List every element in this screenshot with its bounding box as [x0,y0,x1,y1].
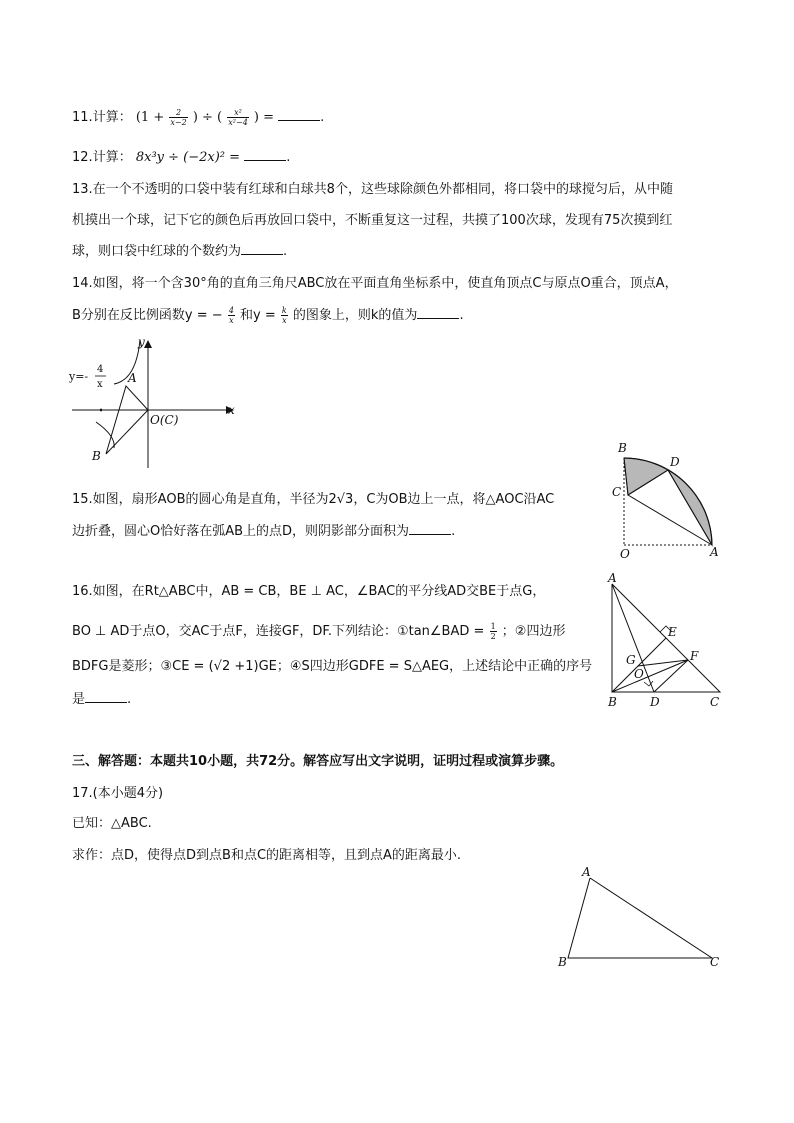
q12-answer-blank[interactable] [244,148,286,161]
q14-answer-blank[interactable] [417,306,459,319]
q15-line-2: 边折叠，圆心O恰好落在弧AB上的点D，则阴影部分面积为 [72,524,410,539]
q14-fraction-1: $\frac{4}{x}$ [228,306,234,325]
label-e: E [668,625,677,639]
q16-line-1: 16.如图，在Rt△ABC中，AB = CB，BE ⊥ AC，∠BAC的平分线AD交BE于点G， [72,584,546,599]
label-d: D [670,455,680,469]
q17-title: 17.(本小题4分) [72,786,164,801]
label-c: C [710,695,720,709]
y-axis-arrow [144,340,152,348]
label-d: D [650,695,660,709]
func-prefix: y=- [69,370,89,383]
triangle-abc [106,386,148,454]
func-numerator: 4 [97,364,104,375]
question-16-line-2 [72,620,565,641]
q16-answer-blank[interactable] [85,690,127,703]
label-b: B [618,441,627,455]
q14-fraction-2: $\frac{k}{x}$ [281,306,287,325]
question-14-line-2: B分别在反比例函数y = − $\frac{4}{x}$ 和y = $\frac{k}{x}$ 的图象上，则k的值为 . [72,306,464,325]
q11-answer-blank[interactable] [278,108,320,121]
label-o: O [620,547,630,560]
q14-figure [66,336,246,470]
segment-df [654,660,688,692]
q12-number: 12. [72,150,93,165]
label-b: B [558,955,567,969]
q13-line-1: 13.在一个不透明的口袋中装有红球和白球共8个，这些球除颜色外都相同，将口袋中的球搅匀后，从中随 [72,182,673,197]
q17-known: 已知：△ABC. [72,816,152,831]
q13-answer-blank[interactable] [241,242,283,255]
triangle-abc [568,878,712,958]
label-y: y [138,336,145,349]
label-a: A [710,545,719,559]
q17-figure [554,864,726,972]
q11-fraction-1: $\frac{2}{x-2}$ [170,108,187,127]
q12-expression: 8x³y ÷ (−2x)² = [135,150,241,165]
label-a: A [582,865,591,879]
q11-fraction-2: $\frac{\text{x²}}{\text{x²−4}}$ [228,108,248,127]
label-f: F [690,649,699,663]
segment-ad [612,584,654,692]
segment-da [668,470,712,545]
q11-mid: ) ÷ ( [192,110,223,125]
q17-ask: 求作：点D，使得点D到点B和点C的距离相等，且到点A的距离最小. [72,848,462,863]
section-3-heading: 三、解答题：本题共10小题，共72分。解答应写出文字说明，证明过程或演算步骤。 [72,754,564,769]
label-o: O [634,667,644,681]
label-a: A [608,571,617,585]
label-x: x [228,403,235,417]
q16-line-4: 是 [72,692,86,707]
q14-line-2c: 的图象上，则k的值为 [292,308,418,323]
segment-be [612,638,666,692]
label-b: B [608,695,617,709]
q11-close: ) = [253,110,275,125]
label-c: C [710,955,720,969]
q16-line-3: BDFG是菱形；③CE = (√2 +1)GE；④S四边形GDFE = S△AEG，上述结论中正确的序号 [72,659,593,674]
question-12: 12.计算： 8x³y ÷ (−2x)² = . [72,150,291,165]
q11-open: (1 + [135,110,165,125]
q14-line-2a: B分别在反比例函数y = − [72,308,223,323]
q16-line-2b: ；②四边形 [501,624,566,639]
label-b: B [92,449,101,463]
question-15-line-2: 边折叠，圆心O恰好落在弧AB上的点D，则阴影部分面积为 . [72,524,456,539]
label-g: G [626,653,636,667]
q15-answer-blank[interactable] [409,522,451,535]
q11-number: 11. [72,110,93,125]
label-oc: O(C) [150,413,179,427]
func-denominator: x [97,379,103,390]
question-13-line-3: 球，则口袋中红球的个数约为 . [72,244,288,259]
label-a: A [128,371,137,385]
question-11: 11.计算： (1 + $\frac{2}{x-2}$ ) ÷ ( $\frac{\text{x²}}{\text{x²−4}}$ ) = . [72,108,325,127]
q16-fraction: $\frac{1}{2}$ [490,622,496,641]
q14-line-1: 14.如图，将一个含30°角的直角三角尺ABC放在平面直角坐标系中，使直角顶点C与原点O重合，顶点A， [72,276,678,291]
q13-line-3: 球，则口袋中红球的个数约为 [72,244,242,259]
question-16-line-4: 是 . [72,692,132,707]
q13-line-2: 机摸出一个球，记下它的颜色后再放回口袋中，不断重复这一过程，共摸了100次球，发现有75次摸到红 [72,213,673,228]
q15-line-1: 15.如图，扇形AOB的圆心角是直角，半径为2√3，C为OB边上一点，将△AOC沿AC [72,492,555,507]
label-c: C [612,485,622,499]
q16-figure [602,570,728,710]
q14-line-2b: 和y = [240,308,276,323]
q12-label: 计算： [92,150,132,165]
q16-line-2a: BO ⊥ AD于点O，交AC于点F，连接GF，DF.下列结论：①tan∠BAD = [72,624,485,639]
q15-figure [606,440,734,560]
q11-label: 计算： [92,110,132,125]
shaded-region-upper [624,458,668,495]
